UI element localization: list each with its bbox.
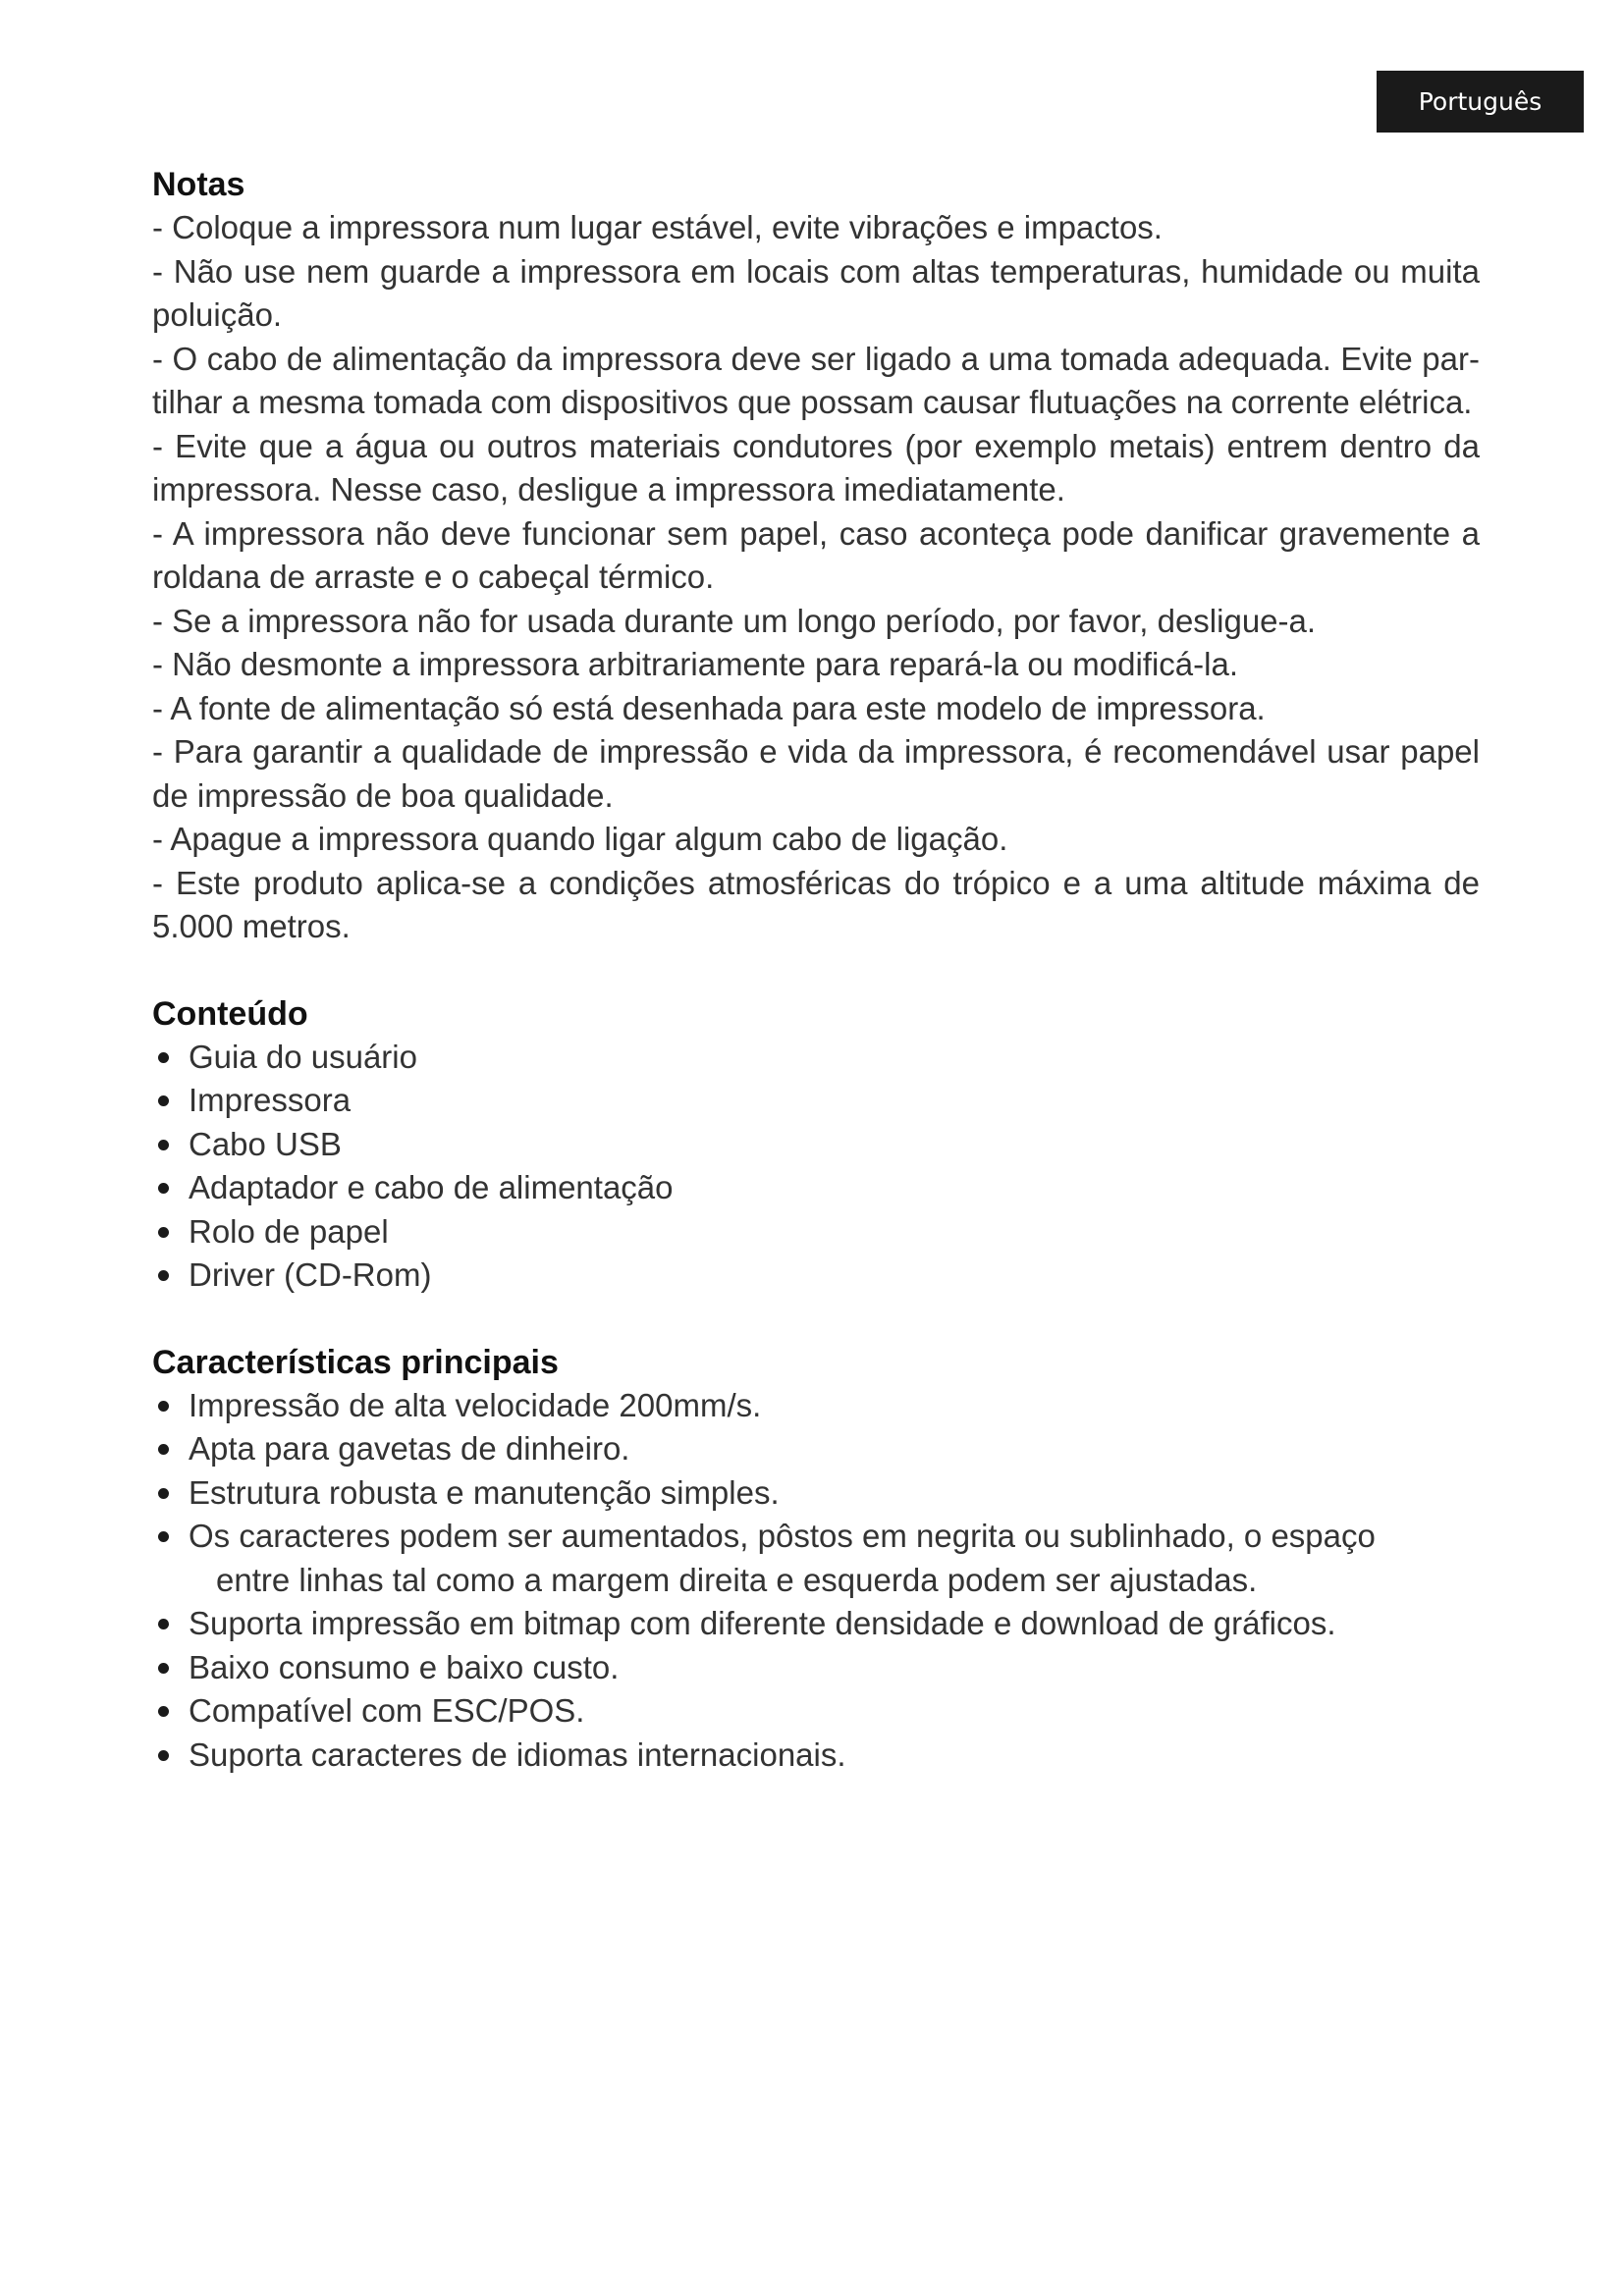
list-item (152, 1036, 1480, 1080)
language-tab: Português (1377, 71, 1584, 133)
list-item: - Este produto aplica-se a condições atmosféricas do trópico e a uma altitude máxima de 5.000 metros. (152, 864, 1480, 944)
document-body (152, 163, 1480, 1777)
list-item: - A impressora não deve funcionar sem papel, caso aconteça pode danificar gravemente a roldana de arraste e o cabeçal térmico. (152, 514, 1480, 595)
list-item (152, 1471, 1480, 1516)
list-item (152, 1646, 1480, 1690)
list-item-text-continuation: entre linhas tal como a margem direita e esquerda podem ser ajustadas. (216, 1561, 1258, 1598)
list-item: - Não desmonte a impressora arbitrariamente para repará-la ou modificá-la. (152, 646, 1238, 682)
list-item: - Se a impressora não for usada durante um longo período, por favor, desligue-a. (152, 602, 1317, 639)
list-item-text: Impressora (189, 1082, 352, 1118)
list-item (152, 1079, 1480, 1123)
list-item (152, 1602, 1480, 1646)
list-item-text: Driver (CD-Rom) (189, 1256, 432, 1293)
list-item-text: Cabo USB (189, 1125, 342, 1162)
list-item: - Coloque a impressora num lugar estável, evite vibrações e impactos. (152, 209, 1163, 245)
list-item (152, 1734, 1480, 1778)
list-item-text: Apta para gavetas de dinheiro. (189, 1430, 630, 1467)
bullet-icon (158, 1663, 169, 1674)
bullet-icon (158, 1095, 169, 1106)
list-item-text: Impressão de alta velocidade 200mm/s. (189, 1386, 762, 1423)
bullet-icon (158, 1488, 169, 1499)
list-item: - Apague a impressora quando ligar algum cabo de ligação. (152, 821, 1008, 857)
list-item-text: Os caracteres podem ser aumentados, pôstos em negrita ou sublinhado, o espaço (189, 1518, 1376, 1554)
list-item-text: Compatível com ESC/POS. (189, 1692, 585, 1729)
list-item-text: Suporta caracteres de idiomas internacionais. (189, 1735, 846, 1773)
list-item-text: Adaptador e cabo de alimentação (189, 1169, 674, 1205)
bullet-icon (158, 1444, 169, 1455)
notes-list (152, 206, 1480, 949)
list-item (152, 1166, 1480, 1210)
bullet-icon (158, 1706, 169, 1717)
bullet-icon (158, 1227, 169, 1238)
features-heading: Características principais (152, 1343, 559, 1381)
bullet-icon (158, 1140, 169, 1150)
list-item-text: Suporta impressão em bitmap com diferente densidade e download de gráficos. (189, 1605, 1336, 1641)
list-item-text: Baixo consumo e baixo custo. (189, 1648, 620, 1685)
features-list (152, 1384, 1480, 1778)
list-item (152, 1689, 1480, 1734)
contents-heading: Conteúdo (152, 994, 308, 1033)
bullet-icon (158, 1619, 169, 1629)
list-item-text: Rolo de papel (189, 1212, 389, 1250)
list-item: - A fonte de alimentação só está desenhada para este modelo de impressora. (152, 689, 1266, 726)
list-item-text: Guia do usuário (189, 1038, 417, 1075)
contents-list (152, 1036, 1480, 1298)
list-item (152, 1210, 1480, 1255)
list-item (152, 1384, 1480, 1428)
list-item: - Evite que a água ou outros materiais condutores (por exemplo metais) entrem dentro da impressora. Nesse caso, desligue a impressora imediatamente. (152, 427, 1480, 507)
bullet-icon (158, 1401, 169, 1412)
list-item: - Não use nem guarde a impressora em locais com altas temperaturas, humidade ou muita poluição. (152, 252, 1480, 333)
list-item (152, 1427, 1480, 1471)
notes-heading: Notas (152, 166, 245, 203)
list-item (152, 1515, 1480, 1602)
list-item (152, 1123, 1480, 1167)
list-item: - O cabo de alimentação da impressora deve ser ligado a uma tomada adequada. Evite par-tilhar a mesma tomada com dispositivos que possam causar flutuações na corrente elétrica. (152, 340, 1480, 420)
bullet-icon (158, 1183, 169, 1194)
list-item: - Para garantir a qualidade de impressão e vida da impressora, é recomendável usar papel de impressão de boa qualidade. (152, 733, 1480, 814)
bullet-icon (158, 1531, 169, 1542)
list-item-text: Estrutura robusta e manutenção simples. (189, 1473, 780, 1511)
bullet-icon (158, 1750, 169, 1761)
list-item (152, 1254, 1480, 1298)
bullet-icon (158, 1270, 169, 1281)
bullet-icon (158, 1052, 169, 1063)
